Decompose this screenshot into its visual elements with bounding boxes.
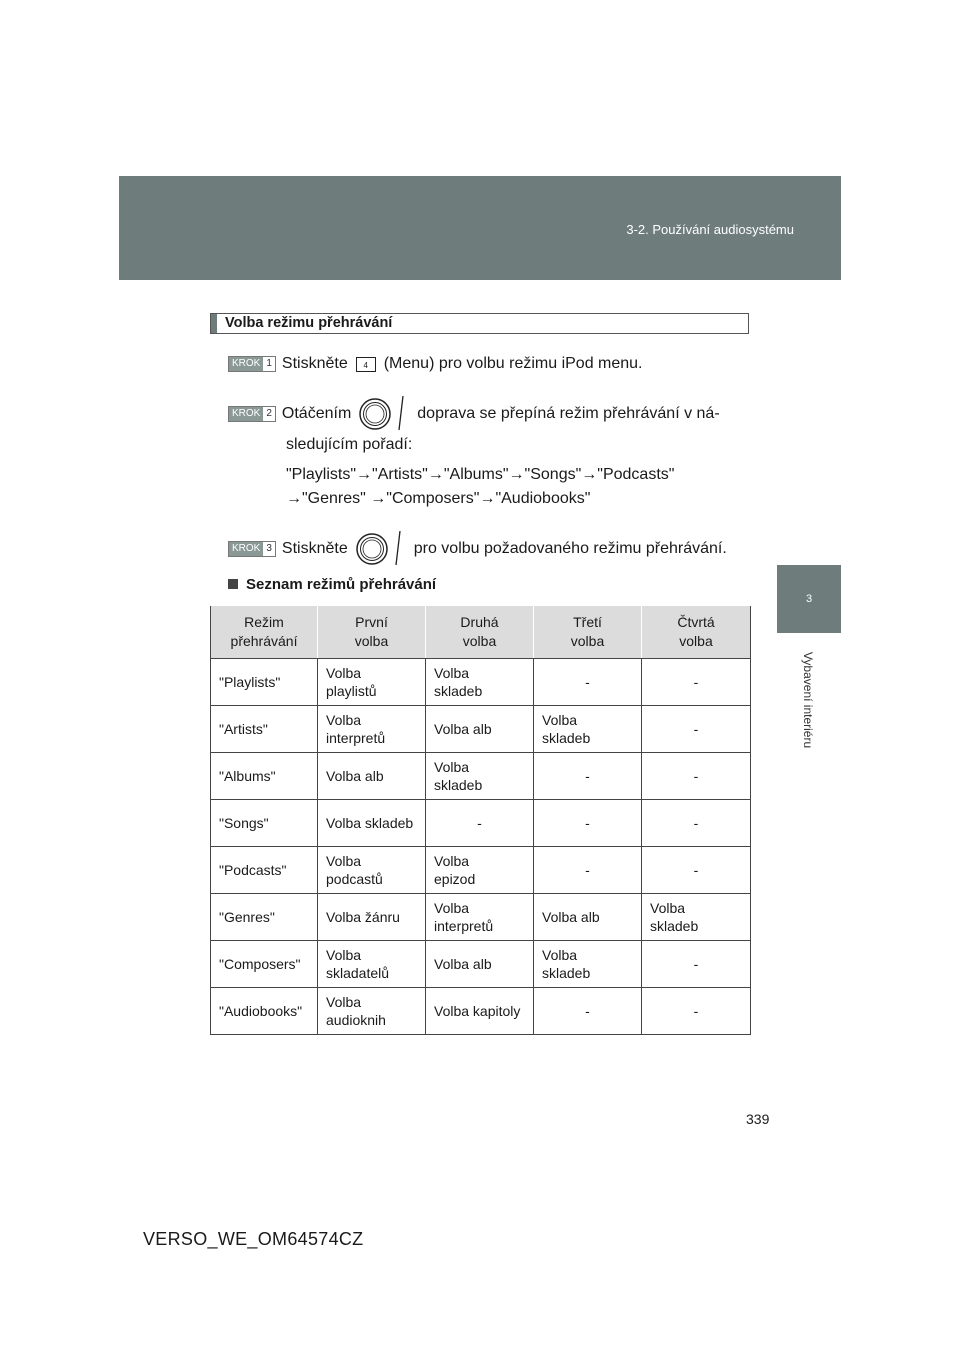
table-cell: - [642, 706, 751, 753]
section-title: 3-2. Používání audiosystému [626, 222, 794, 237]
table-cell: - [642, 800, 751, 847]
table-cell: Volba skladeb [534, 706, 642, 753]
table-cell: - [534, 988, 642, 1035]
table-cell: "Albums" [211, 753, 318, 800]
krok-badge: KROK 2 [228, 406, 276, 422]
table-cell: Volba audioknih [318, 988, 426, 1035]
table-cell: Volba žánru [318, 894, 426, 941]
table-row [211, 800, 751, 847]
step-2-before: Otáčením [281, 405, 352, 422]
square-bullet-icon [228, 579, 238, 589]
step-1-before: Stiskněte [281, 355, 348, 372]
table-cell: Volba skladeb [318, 800, 426, 847]
step-3 [228, 531, 727, 567]
table-cell: "Composers" [211, 941, 318, 988]
step-1 [228, 355, 643, 373]
section-heading-text: Volba režimu přehrávání [225, 315, 393, 331]
table-cell: - [642, 988, 751, 1035]
step-2-continuation: sledujícím pořadí: [286, 436, 413, 453]
header-third: Třetí volba [534, 606, 642, 659]
step-3-after: pro volbu požadovaného režimu přehrávání. [413, 540, 727, 557]
table-row [211, 941, 751, 988]
subheading [228, 576, 436, 593]
table-cell: Volba skladeb [642, 894, 751, 941]
mode-sequence-line-1: "Playlists"→"Artists"→"Albums"→"Songs"→"Podcasts" [286, 466, 675, 483]
chapter-label [758, 640, 858, 760]
table-cell: "Genres" [211, 894, 318, 941]
table-cell: - [426, 800, 534, 847]
table-cell: "Playlists" [211, 659, 318, 706]
chapter-tab [777, 565, 841, 633]
chapter-label-text: Vybavení interiéru [801, 651, 815, 749]
table-cell: "Artists" [211, 706, 318, 753]
step-2 [228, 396, 720, 432]
krok-badge: KROK 1 [228, 356, 276, 372]
table-cell: "Audiobooks" [211, 988, 318, 1035]
table-header-row [211, 606, 751, 659]
table-cell: - [534, 659, 642, 706]
step-2-after: doprava se přepíná režim přehrávání v ná- [417, 405, 720, 422]
document-code: VERSO_WE_OM64574CZ [143, 1229, 364, 1249]
table-cell: - [642, 941, 751, 988]
table-cell: - [642, 847, 751, 894]
mode-sequence-line-2: →"Genres" →"Composers"→"Audiobooks" [286, 490, 591, 507]
menu-button-icon: 4 [356, 357, 376, 372]
subheading-text: Seznam režimů přehrávání [246, 576, 437, 593]
table-cell: Volba alb [534, 894, 642, 941]
knob-icon [348, 531, 408, 567]
heading-accent-bar [211, 314, 217, 333]
table-cell: Volba epizod [426, 847, 534, 894]
table-cell: Volba podcastů [318, 847, 426, 894]
table-row [211, 659, 751, 706]
table-cell: Volba skladatelů [318, 941, 426, 988]
table-cell: - [534, 753, 642, 800]
table-cell: - [642, 753, 751, 800]
header-first: První volba [318, 606, 426, 659]
krok-badge: KROK 3 [228, 541, 276, 557]
table-cell: Volba kapitoly [426, 988, 534, 1035]
table-cell: "Podcasts" [211, 847, 318, 894]
table-cell: - [534, 800, 642, 847]
header-second: Druhá volba [426, 606, 534, 659]
table-row [211, 894, 751, 941]
knob-icon [351, 396, 411, 432]
table-row [211, 988, 751, 1035]
table-cell: Volba skladeb [534, 941, 642, 988]
section-heading [210, 313, 749, 334]
table-cell: "Songs" [211, 800, 318, 847]
header-mode: Režim přehrávání [211, 606, 318, 659]
step-3-before: Stiskněte [281, 540, 348, 557]
table-row [211, 753, 751, 800]
table-row [211, 706, 751, 753]
table-cell: Volba alb [318, 753, 426, 800]
table-cell: Volba alb [426, 706, 534, 753]
chapter-number: 3 [805, 593, 813, 605]
table-cell: Volba skladeb [426, 659, 534, 706]
table-cell: Volba alb [426, 941, 534, 988]
table-cell: Volba interpretů [426, 894, 534, 941]
header-fourth: Čtvrtá volba [642, 606, 751, 659]
page-number: 339 [746, 1111, 770, 1127]
table-row [211, 847, 751, 894]
table-cell: Volba skladeb [426, 753, 534, 800]
table-cell: Volba interpretů [318, 706, 426, 753]
table-cell: - [642, 659, 751, 706]
step-1-after: (Menu) pro volbu režimu iPod menu. [383, 355, 643, 372]
table-cell: - [534, 847, 642, 894]
table-cell: Volba playlistů [318, 659, 426, 706]
playback-modes-table [210, 606, 751, 1035]
